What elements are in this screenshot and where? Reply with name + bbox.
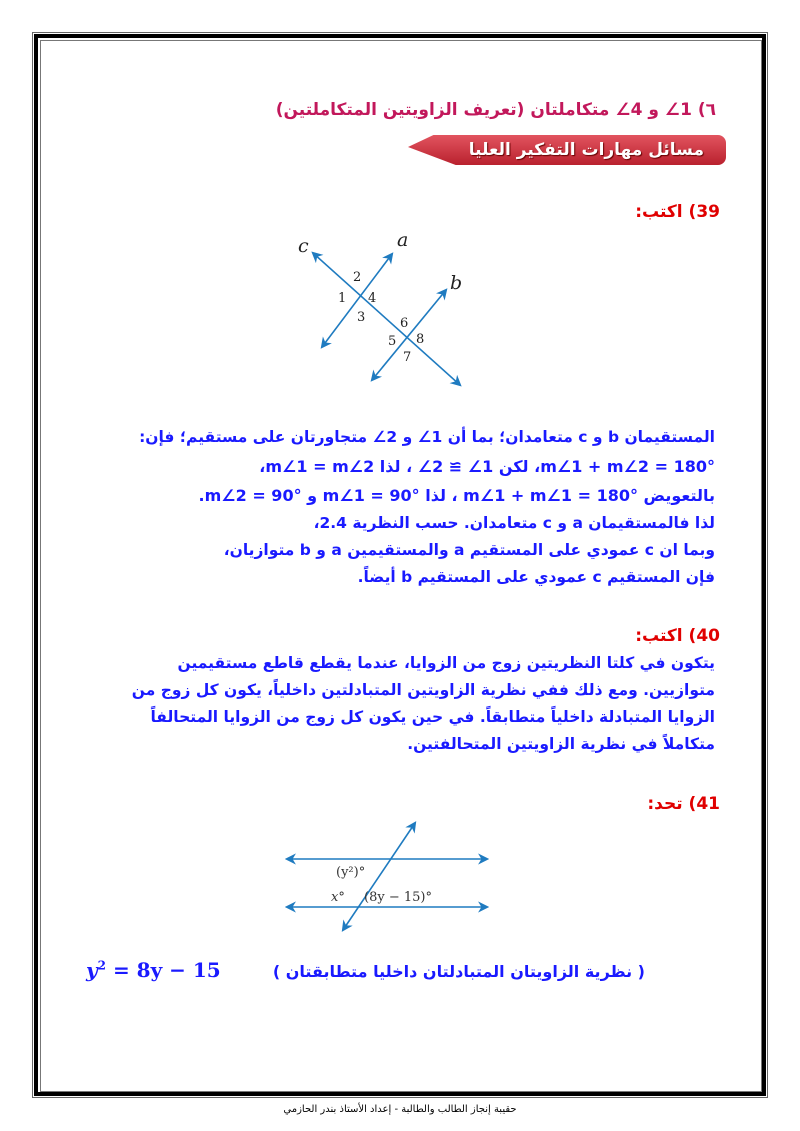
eq-lhs: y (86, 958, 98, 982)
q40-line-4: متكاملاً في نظرية الزاويتين المتحالفتين. (407, 735, 715, 753)
label-8y-minus-15: (8y − 15)° (364, 890, 432, 905)
q39-figure (313, 253, 463, 385)
page-footer: حقيبة إنجاز الطالب والطالبة - إعداد الأستاذ بندر الحازمي (283, 1104, 517, 1115)
q39-line-5: وبما ان c عمودي على المستقيم a والمستقيمين a و b متوازيان، (223, 541, 715, 559)
q41-figure (287, 823, 487, 930)
q39-line-4: لذا فالمستقيمان a و c متعامدان. حسب النظرية 2.4، (313, 514, 715, 532)
label-a: a (397, 229, 409, 251)
q39-line-1: المستقيمان b و c متعامدان؛ بما أن 1∠ و 2∠ متجاورتان على مستقيم؛ فإن: (139, 428, 715, 446)
q41-title: 41) تحد: (647, 794, 720, 814)
eq-exponent: 2 (97, 958, 106, 973)
label-y-squared: (y²)° (336, 865, 366, 880)
angle-3: 3 (357, 310, 366, 325)
q39-title: 39) اكتب: (635, 202, 720, 222)
label-b: b (450, 272, 463, 294)
line-b (372, 290, 446, 380)
angle-6: 6 (400, 316, 409, 331)
q40-title: 40) اكتب: (635, 626, 720, 646)
eq-rhs: = 8y − 15 (105, 958, 221, 982)
angle-7: 7 (403, 350, 412, 365)
angle-1: 1 (338, 291, 347, 306)
q39-line-2: m∠1 + m∠2 = 180°، لكن 1∠ ≅ 2∠ ، لذا m∠1 = m∠2، (259, 457, 715, 476)
angle-2: 2 (353, 270, 362, 285)
banner-title: مسائل مهارات التفكير العليا (468, 140, 704, 160)
q40-line-1: يتكون في كلتا النظريتين زوج من الزوايا، عندما يقطع قاطع مستقيمين (177, 654, 715, 672)
label-x: x° (331, 890, 345, 905)
item-6-answer: ٦) 1∠ و 4∠ متكاملتان (تعريف الزاويتين المتكاملتين) (275, 100, 716, 120)
q39-figure-labels (298, 229, 462, 365)
q41-reason: ( نظرية الزاويتان المتبادلتان داخليا متطابقتان ) (272, 962, 645, 981)
angle-8: 8 (416, 332, 425, 347)
angle-4: 4 (368, 291, 377, 306)
angle-5: 5 (388, 334, 397, 349)
q39-line-6: فإن المستقيم c عمودي على المستقيم b أيضاً. (357, 568, 715, 586)
label-c: c (298, 235, 309, 257)
q41-figure-labels (331, 865, 432, 905)
q39-line-3: بالتعويض m∠1 + m∠1 = 180° ، لذا m∠1 = 90° و m∠2 = 90°. (198, 486, 715, 505)
q40-line-3: الزوايا المتبادلة داخلياً متطابقاً. في حين يكون كل زوج من الزوايا المتحالفاً (150, 708, 715, 726)
q40-line-2: متوازيين. ومع ذلك ففي نظرية الزاويتين المتبادلتين داخلياً، يكون كل زوج من (131, 681, 715, 699)
line-a (322, 254, 392, 347)
q41-equation (86, 958, 221, 982)
line-c (313, 253, 463, 385)
